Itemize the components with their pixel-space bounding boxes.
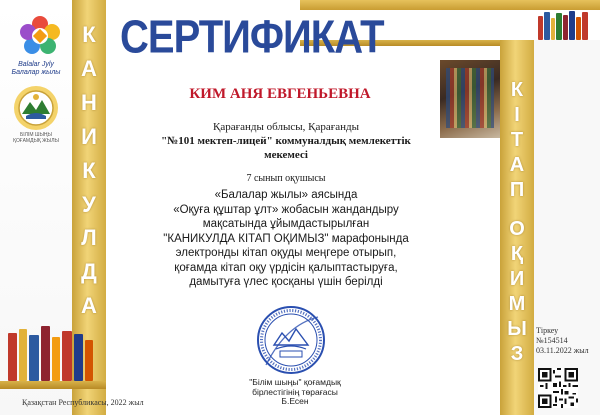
award-line: "КАНИКУЛДА КІТАП ОҚИМЫЗ" марафонында [163, 232, 409, 245]
signature-line: "Білім шыңы" қоғамдық [249, 377, 341, 387]
logo-caption-line: БІЛІМ ШЫҢЫ [20, 132, 52, 138]
recipient-name: КИМ АНЯ ЕВГЕНЬЕВНА [189, 86, 371, 102]
book-icon [52, 337, 60, 381]
org-name [118, 134, 454, 162]
balalar-jyly-logo-icon [18, 14, 62, 58]
award-line: «Оқуға құштар ұлт» жобасын жандандыру [173, 203, 399, 216]
left-band-lettering [72, 20, 106, 321]
book-icon [62, 331, 72, 381]
logo-top-caption [0, 61, 72, 77]
right-letter: І [514, 104, 520, 126]
award-line: дамытуға үлес қосқаны үшін берілді [189, 276, 383, 288]
logo-caption-line: Балалар жылы [11, 69, 61, 76]
book-icon [8, 333, 17, 381]
grade-line: 7 сынып оқушысы [246, 173, 326, 184]
right-letter: А [509, 154, 525, 176]
logo-caption-line: ҚОҒАМДЫҚ ЖЫЛЫ [13, 138, 59, 144]
signature-block [210, 378, 380, 407]
book-icon [556, 13, 562, 40]
book-icon [74, 334, 83, 381]
footer-text: Қазақстан Республикасы, 2022 жыл [22, 398, 144, 407]
signature-line: бірлестігінің төрағасы [252, 386, 338, 397]
bilim-shyny-logo-icon [12, 84, 60, 132]
award-line: қоғамда кітап оқу үрдісін қалыптастыруға, [174, 261, 398, 274]
award-line: «Балалар жылы» аясында [214, 189, 358, 201]
right-letter: К [510, 79, 524, 101]
right-letter: И [509, 268, 525, 290]
registration-block [536, 326, 589, 356]
books-bottom-left [8, 326, 102, 381]
org-region: Қарағанды облысы, Қарағанды [213, 121, 359, 133]
left-letter: Н [81, 89, 97, 115]
book-icon [551, 18, 555, 40]
right-letter: Т [510, 129, 524, 151]
registration-label: Тіркеу [536, 326, 559, 335]
org-name-line: мекемесі [264, 149, 308, 161]
book-icon [19, 329, 27, 381]
logo-caption-line: Balalar Jyly [18, 61, 54, 68]
award-text [118, 188, 454, 290]
left-letter: У [82, 191, 96, 217]
right-letter: Ы [507, 318, 527, 340]
book-icon [576, 17, 581, 40]
bottom-shelf [0, 381, 106, 389]
logo-mid-caption [0, 132, 72, 144]
book-icon [582, 12, 588, 40]
org-name-line: "№101 мектеп-лицей" коммуналдық мемлекеттік [161, 135, 411, 147]
left-letter: А [81, 55, 97, 81]
award-line: мақсатында ұйымдастырылған [202, 218, 370, 230]
registration-date: 03.11.2022 жыл [536, 346, 589, 355]
top-gold-bar [300, 0, 600, 10]
right-letter: П [509, 179, 525, 201]
left-letter: И [81, 123, 97, 149]
right-letter: З [510, 343, 524, 365]
book-icon [538, 16, 543, 40]
right-panel [534, 40, 600, 415]
books-top-right [534, 10, 600, 40]
right-letter: Қ [510, 243, 524, 265]
right-letter: О [509, 218, 525, 240]
left-letter: К [82, 22, 96, 47]
right-band-lettering [500, 78, 534, 367]
book-icon [85, 340, 93, 381]
official-seal-icon [256, 305, 326, 375]
left-letter: Л [81, 225, 97, 251]
book-icon [41, 326, 50, 381]
left-letter: А [81, 293, 97, 319]
left-letter: К [82, 157, 96, 183]
qr-code-icon[interactable] [538, 368, 578, 408]
award-line: электронды кітап оқуды меңгере отырып, [175, 247, 397, 259]
left-letter: Д [81, 259, 97, 285]
book-icon [569, 11, 575, 40]
right-letter: М [508, 293, 526, 315]
book-icon [563, 15, 568, 40]
book-icon [544, 12, 550, 40]
registration-number: №154514 [536, 336, 568, 345]
certificate-title: СЕРТИФИКАТ [120, 12, 384, 63]
signature-line: Б.Есен [281, 396, 309, 406]
book-icon [29, 335, 39, 381]
